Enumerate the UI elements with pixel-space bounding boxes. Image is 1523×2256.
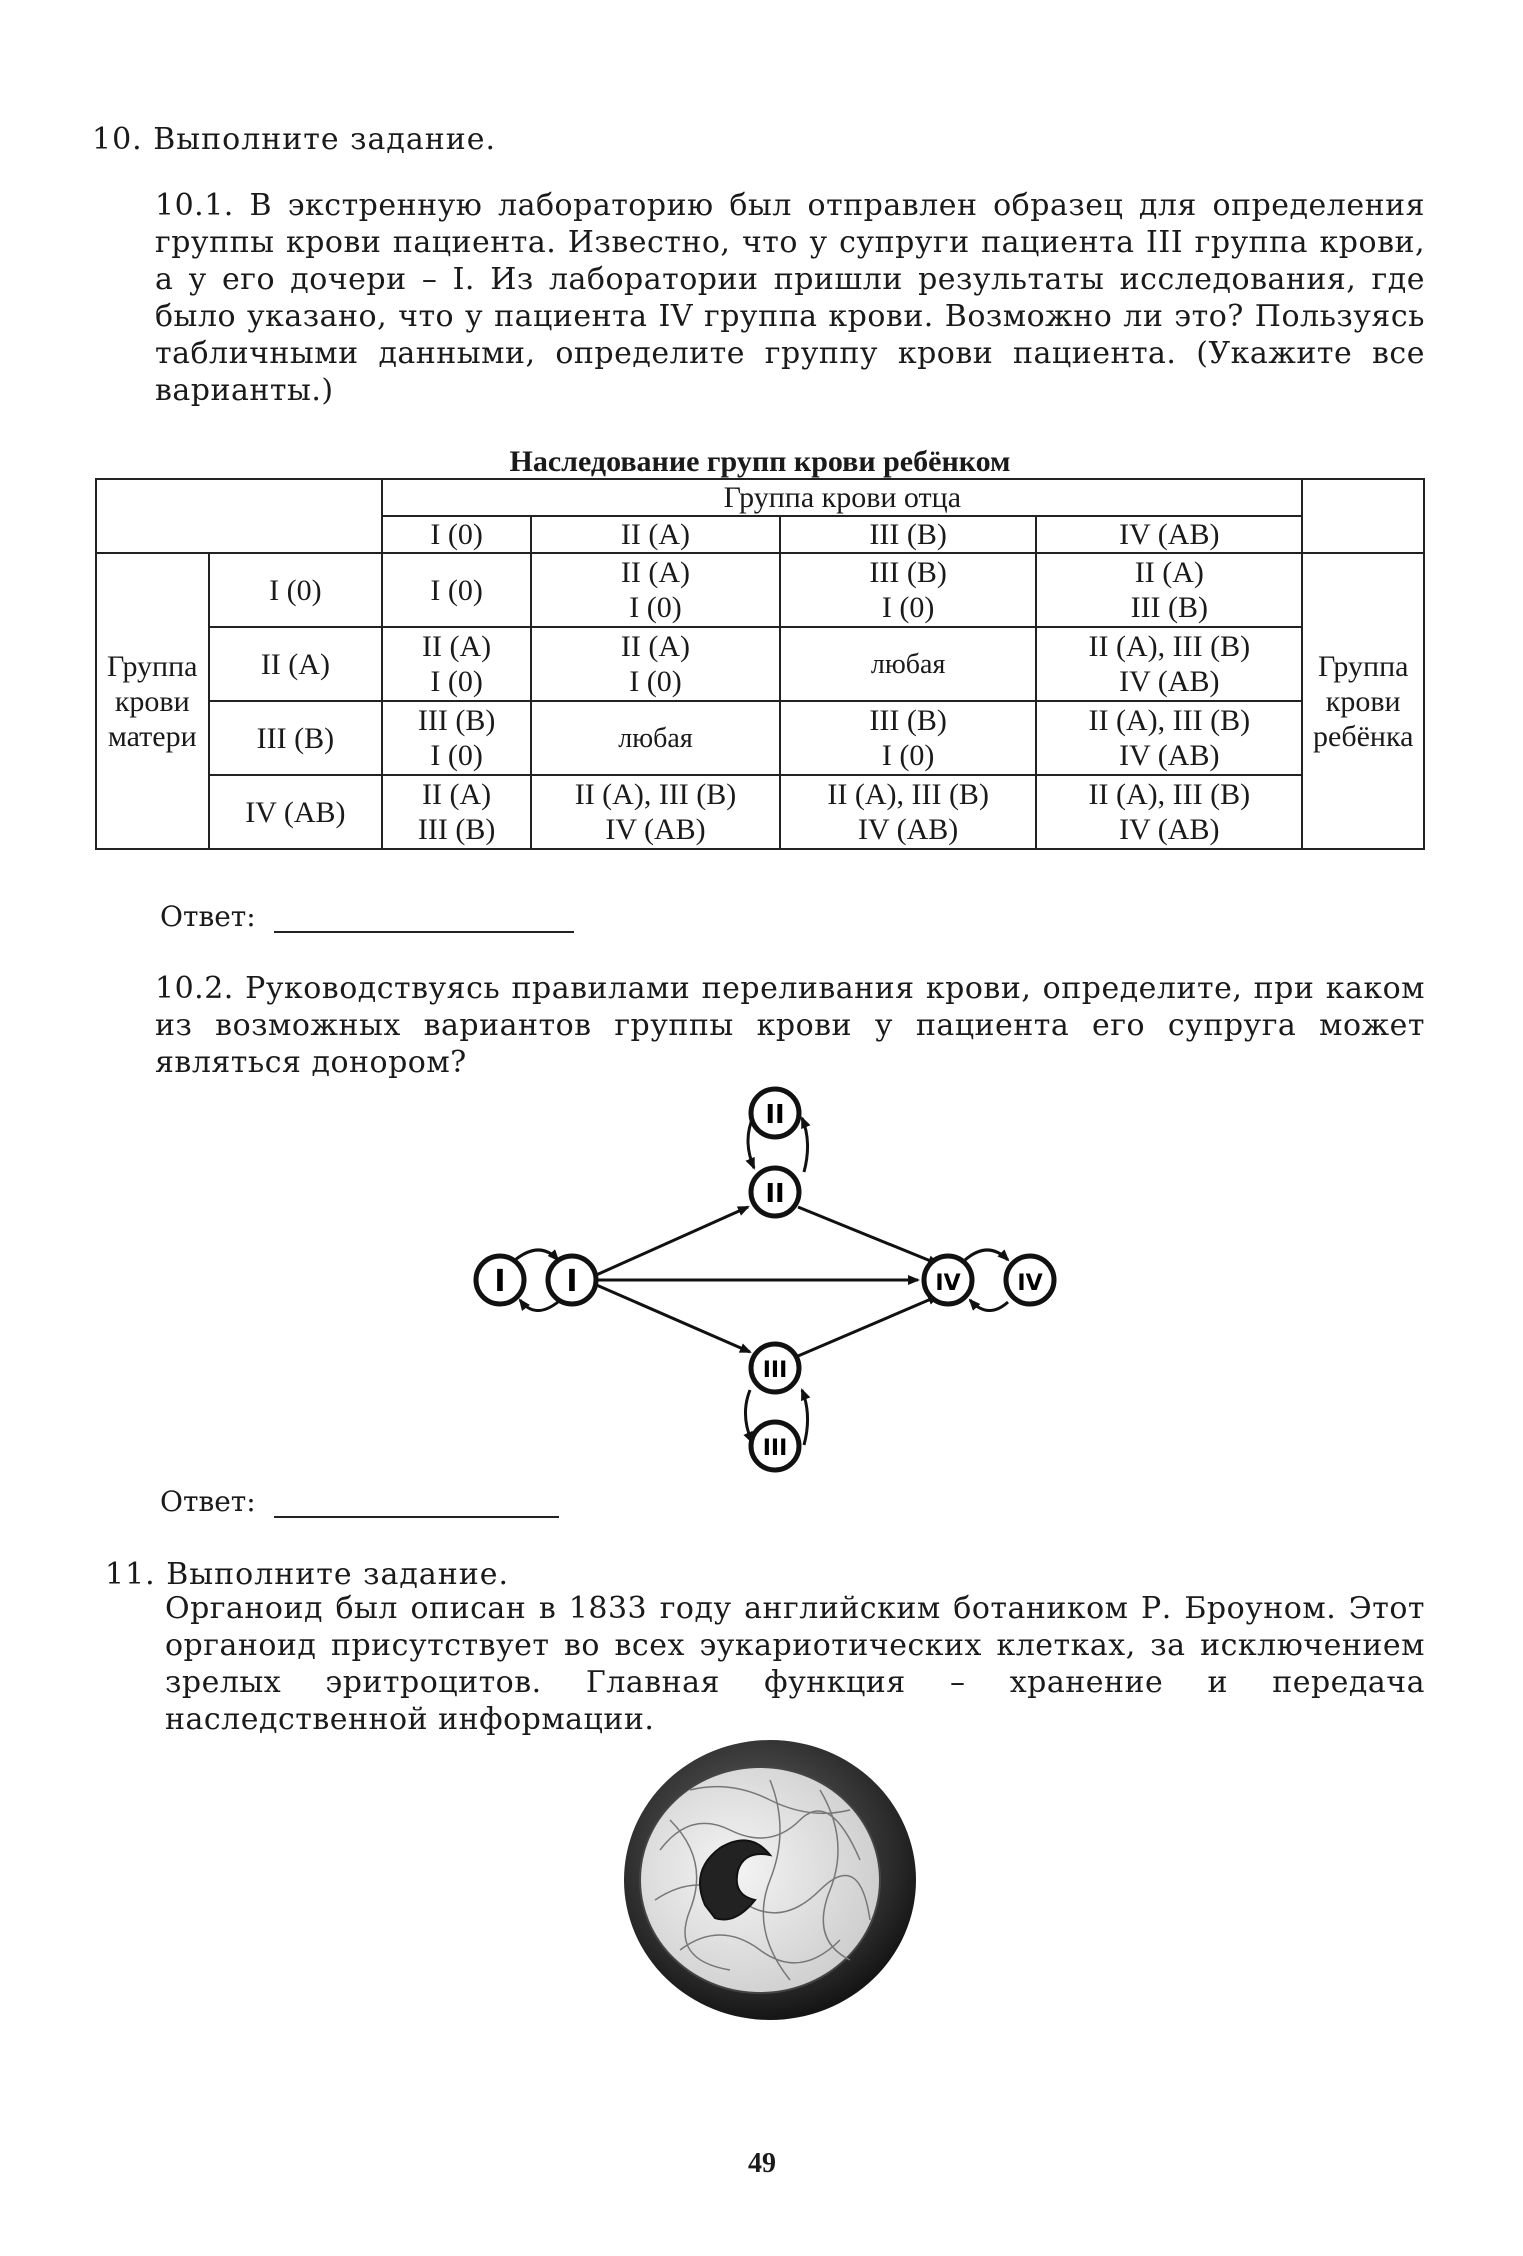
cell-line: II (A), III (B) <box>574 778 737 811</box>
loop-I-bottom <box>520 1300 558 1311</box>
table-cell <box>780 701 1036 775</box>
task-10-heading: 10. Выполните задание. <box>92 122 497 157</box>
task-10-1-text: 10.1. В экстренную лабораторию был отправлен образец для определения группы крови пациента. Известно, что у супруги пациента III группа крови, а у его дочери – I. Из лаборатории пришли результаты исследования, где было указано, что у пациента IV группа крови. Возможно ли это? Пользуясь табличными данными, определите группу крови пациента. (Укажите все варианты.) <box>155 188 1425 408</box>
node-label: III <box>762 1436 788 1461</box>
loop-I-top <box>515 1250 558 1260</box>
cell-line: II (A) <box>1134 556 1204 589</box>
table-corner-cell <box>96 479 382 553</box>
cell-line: II (A), III (B) <box>1088 630 1251 663</box>
table-cell <box>1036 701 1302 775</box>
answer-input-2[interactable] <box>274 1486 559 1518</box>
cell-line: I (0) <box>881 591 935 624</box>
column-header: IV (AB) <box>1036 516 1302 553</box>
node-IV-right <box>1006 1256 1054 1304</box>
cell-line: III (B) <box>417 813 496 846</box>
node-III-bottom <box>751 1422 799 1470</box>
node-label: III <box>762 1358 788 1383</box>
cell-line: II (A), III (B) <box>1088 704 1251 737</box>
row-header: IV (AB) <box>209 775 383 849</box>
task-11-text: Органоид был описан в 1833 году английским ботаником Р. Броуном. Этот органоид присутствует во всех эукариотических клетках, за исключением зрелых эритроцитов. Главная функция – хранение и передача наследственной информации. <box>165 1591 1425 1737</box>
nucleus-illustration <box>620 1730 920 2030</box>
table-cell <box>382 701 531 775</box>
table-cell <box>531 627 780 701</box>
loop-IV-top <box>965 1250 1008 1260</box>
table-cell <box>1036 775 1302 849</box>
answer-label: Ответ: <box>160 1485 256 1518</box>
table-cell <box>531 701 780 775</box>
node-label: II <box>765 1179 785 1209</box>
task-11-heading: 11. Выполните задание. <box>105 1557 510 1592</box>
loop-IV-bottom <box>970 1300 1008 1311</box>
cell-line: I (0) <box>430 573 483 607</box>
answer-row-2 <box>160 1485 559 1518</box>
column-header: II (A) <box>531 516 780 553</box>
table-cell <box>1036 627 1302 701</box>
task-10-2-text: 10.2. Руководствуясь правилами переливания крови, определите, при каком из возможных вариантов группы крови у пациента его супруга может являться донором? <box>155 971 1425 1080</box>
table-corner-right <box>1302 479 1424 553</box>
row-header: I (0) <box>209 553 383 627</box>
node-label: II <box>765 1100 785 1130</box>
page-number: 49 <box>748 2148 776 2179</box>
cell-line: IV (AB) <box>1119 813 1220 846</box>
table-cell <box>531 775 780 849</box>
node-III-top <box>751 1344 799 1392</box>
table-cell <box>780 553 1036 627</box>
cell-line: IV (AB) <box>1119 739 1220 772</box>
cell-line: I (0) <box>629 665 682 698</box>
table-cell <box>1036 553 1302 627</box>
cell-line: II (A) <box>422 778 492 811</box>
table-title-wrap <box>380 445 1140 479</box>
mother-header: Группа крови матери <box>96 553 209 849</box>
node-label: IV <box>935 1271 961 1296</box>
column-header: I (0) <box>382 516 531 553</box>
blood-inheritance-table <box>95 478 1425 850</box>
cell-line: IV (AB) <box>1119 665 1220 698</box>
cell-line: II (A), III (B) <box>827 778 989 811</box>
cell-line: I (0) <box>629 591 682 624</box>
node-label: I <box>494 1264 506 1299</box>
cell-line: I (0) <box>430 665 483 698</box>
answer-row-1 <box>160 900 574 933</box>
table-cell <box>780 627 1036 701</box>
node-IV-left <box>924 1256 972 1304</box>
father-header: Группа крови отца <box>382 479 1302 516</box>
cell-line: III (B) <box>869 704 947 737</box>
cell-line: II (A) <box>422 630 492 663</box>
answer-input-1[interactable] <box>274 901 574 933</box>
table-cell <box>382 553 531 627</box>
loop-III-left <box>745 1390 752 1442</box>
node-label: I <box>566 1264 578 1299</box>
answer-label: Ответ: <box>160 900 256 933</box>
table-title: Наследование групп крови ребёнком <box>509 445 1011 478</box>
table-cell <box>382 775 531 849</box>
transfusion-diagram <box>460 1080 1080 1480</box>
cell-line: I (0) <box>881 739 935 772</box>
arrow-III-to-IV <box>798 1296 938 1356</box>
column-header: III (B) <box>780 516 1036 553</box>
cell-line: II (A), III (B) <box>1088 778 1251 811</box>
row-header: II (A) <box>209 627 383 701</box>
node-I-right <box>548 1256 596 1304</box>
arrow-I-to-III <box>585 1280 750 1352</box>
child-header: Группа крови ребёнка <box>1302 553 1424 849</box>
loop-II-right <box>802 1118 808 1172</box>
cell-line: I (0) <box>430 739 483 772</box>
arrow-I-to-II <box>585 1207 748 1280</box>
cell-line: III (B) <box>1130 591 1209 624</box>
table-cell <box>531 553 780 627</box>
cell-line: III (B) <box>869 556 947 589</box>
cell-line: III (B) <box>417 704 496 737</box>
node-I-left <box>476 1256 524 1304</box>
cell-line: II (A) <box>620 556 691 589</box>
cell-line: II (A) <box>620 630 691 663</box>
nucleoplasm <box>640 1767 880 1993</box>
table-cell <box>382 627 531 701</box>
node-label: IV <box>1017 1271 1043 1296</box>
cell-line: любая <box>618 722 693 754</box>
node-II-top <box>751 1089 799 1137</box>
arrow-II-to-IV <box>798 1207 938 1264</box>
node-II-bottom <box>751 1168 799 1216</box>
table-cell <box>780 775 1036 849</box>
row-header: III (B) <box>209 701 383 775</box>
cell-line: любая <box>870 648 946 680</box>
cell-line: IV (AB) <box>858 813 959 846</box>
loop-III-right <box>802 1390 808 1445</box>
cell-line: IV (AB) <box>605 813 706 846</box>
